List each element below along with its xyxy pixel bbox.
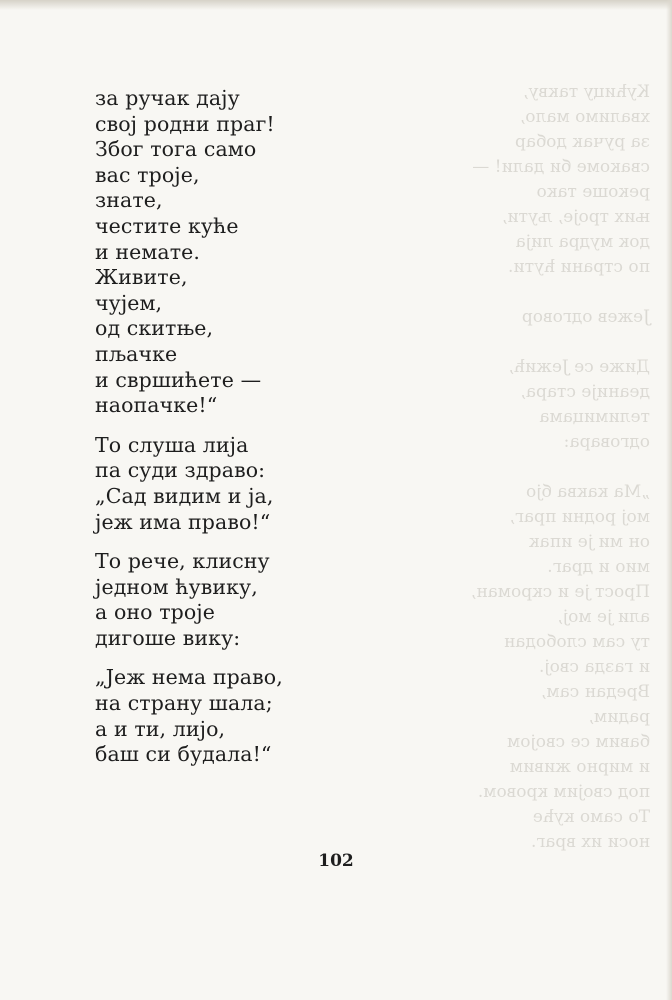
stanza xyxy=(95,433,395,535)
poem-line: „Јеж нема право, xyxy=(95,665,283,690)
poem-line: пљачке xyxy=(95,341,178,366)
poem-line: на страну шала; xyxy=(95,691,273,716)
poem-line: наопачке!“ xyxy=(95,393,218,418)
poem-line: а оно троје xyxy=(95,600,215,625)
poem-line: баш си будала!“ xyxy=(95,742,272,767)
page-number: 102 xyxy=(318,851,354,871)
poem-line: а и ти, лијо, xyxy=(95,716,226,741)
poem-text xyxy=(95,86,395,782)
poem-line: и свршићете — xyxy=(95,367,262,392)
poem-line: јеж има право!“ xyxy=(95,509,271,534)
poem-line: за ручак дају xyxy=(95,86,240,110)
poem-line: То слуша лија xyxy=(95,432,249,457)
poem-line: То рече, клисну xyxy=(95,549,270,574)
poem-line: па суди здраво: xyxy=(95,458,266,483)
poem-line: Због тога само xyxy=(95,137,257,162)
poem-line: једном ћувику, xyxy=(95,574,258,599)
stanza xyxy=(95,665,395,767)
poem-line: честите куће xyxy=(95,213,239,238)
poem-line: од скитње, xyxy=(95,316,214,341)
stanza xyxy=(95,549,395,651)
poem-line: дигоше вику: xyxy=(95,625,241,650)
poem-line: свој родни праг! xyxy=(95,111,275,136)
poem-line: и немате. xyxy=(95,239,201,264)
bleed-through-text: Кућицу такву, хвалимо мало, за ручак добар свакоме би дали! — рекоше тако њих троје, љути, док мудра лија по страни ћути. Јежев одговор Диже се Јежић, деаније стара, телимицама одговара: „Ма каква бјо мој родни праг, он ми је ипак мио и драг. Прост је и скроман, али је мој, ту сам слободан и газда свој. Вредан сам, радим, бавим се својом и мирно живим под својим кровом. То само куће носи их враг. xyxy=(470,82,650,852)
page-top-edge-shadow xyxy=(0,0,672,10)
poem-line: чујем, xyxy=(95,290,163,315)
poem-line: вас троје, xyxy=(95,162,200,187)
poem-line: Живите, xyxy=(95,265,188,290)
page-right-edge-shadow xyxy=(666,0,672,1000)
stanza xyxy=(95,86,395,419)
poem-line: знате, xyxy=(95,188,163,213)
poem-line: „Сад видим и ја, xyxy=(95,483,274,508)
